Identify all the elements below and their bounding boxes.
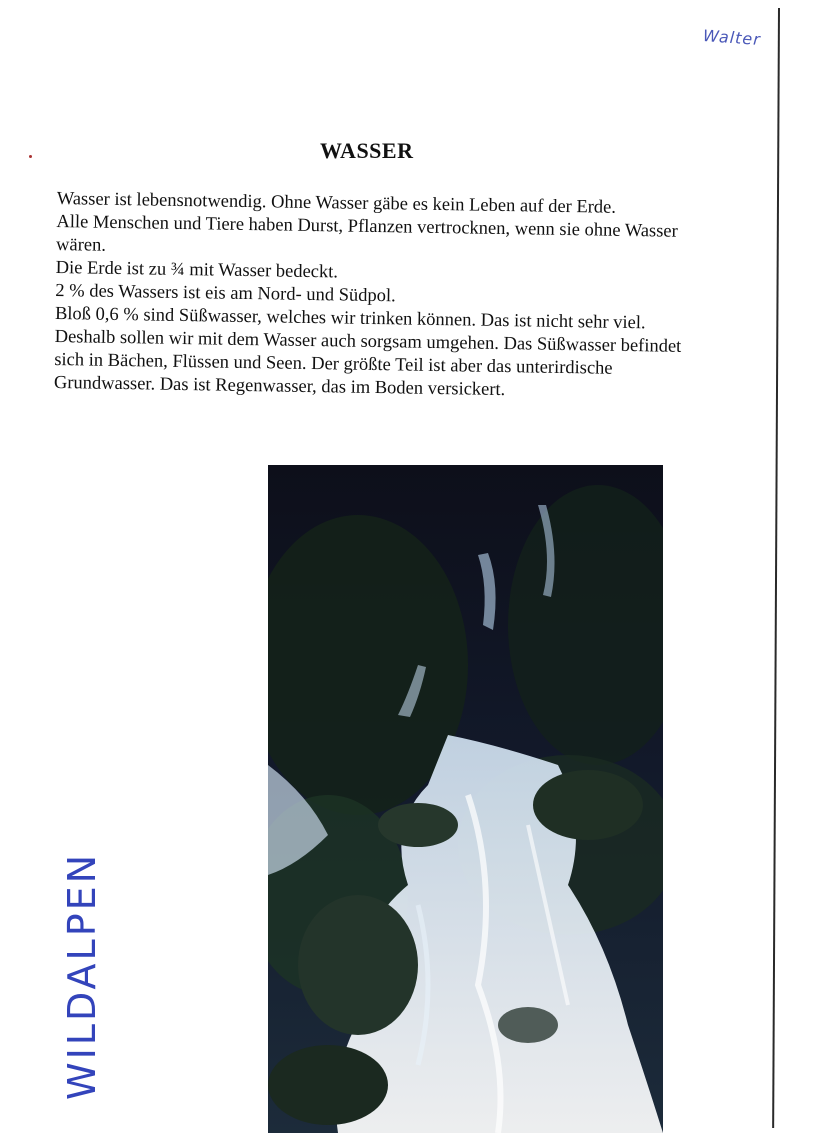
author-handwriting: Walter — [702, 26, 762, 49]
page-edge-line — [772, 8, 780, 1128]
body-text — [54, 188, 697, 405]
page-title: WASSER — [320, 138, 414, 163]
paragraph: Wasser ist lebensnotwendig. Ohne Wasser gäbe es kein Leben auf der Erde. — [56, 188, 617, 218]
place-handwriting: WILDALPEN — [60, 851, 104, 1100]
paragraph: Die Erde ist zu ¾ mit Wasser bedeckt. — [55, 257, 339, 283]
paragraph: 2 % des Wassers ist eis am Nord- und Südpol. — [55, 280, 396, 307]
paragraph: Bloß 0,6 % sind Süßwasser, welches wir trinken können. Das ist nicht sehr viel. Deshalb sollen wir mit dem Wasser auch sorgsam umgehen. Das Süßwasser befindet sich in Bächen, Flüssen und Seen. Der größte Teil ist aber das unterirdische Grundwasser. Das ist Regenwasser, das im Boden versickert. — [53, 303, 682, 401]
speck — [29, 155, 32, 158]
waterfall-photo — [268, 465, 663, 1133]
paragraph: Alle Menschen und Tiere haben Durst, Pflanzen vertrocknen, wenn sie ohne Wasser wären. — [55, 211, 678, 256]
